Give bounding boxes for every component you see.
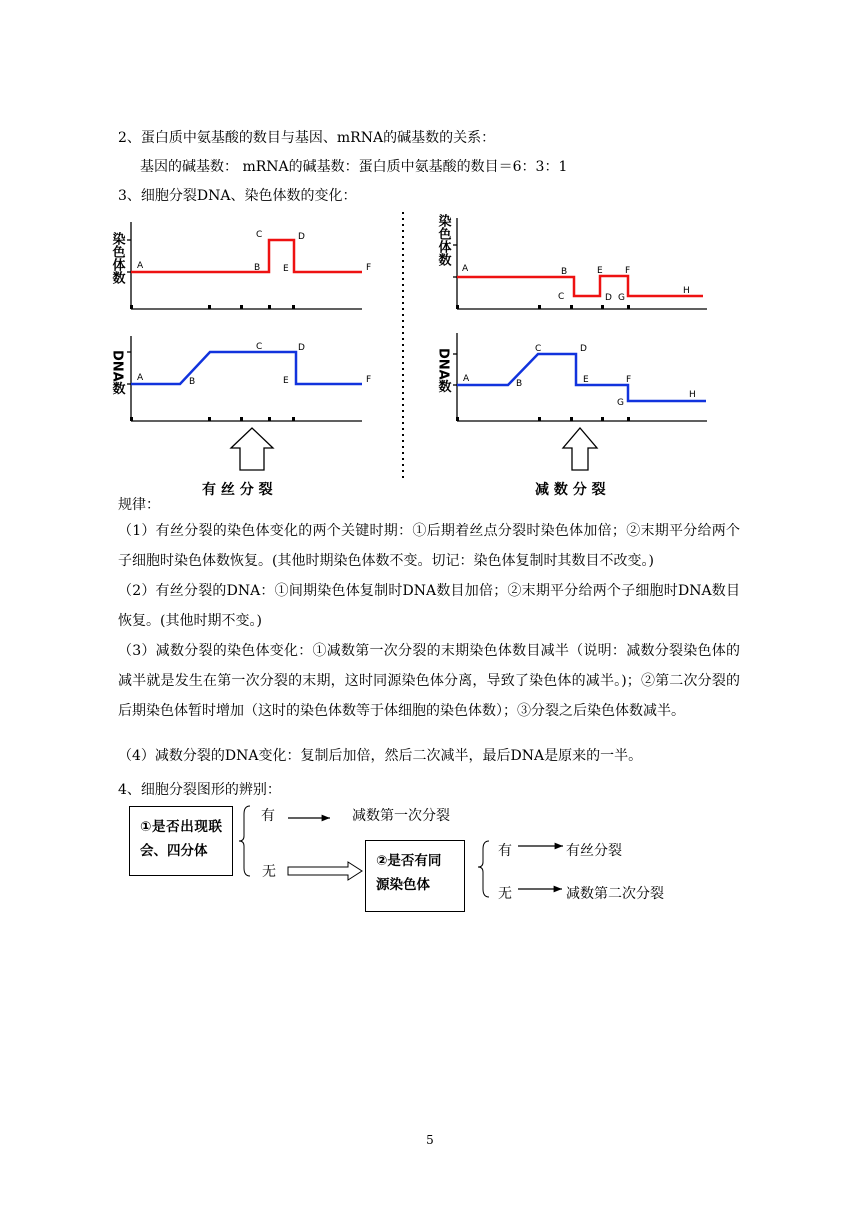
page-number: 5 [426,1133,434,1147]
meiosis-caption: 减 数 分 裂 [535,482,606,498]
decision-box-1: ①是否出现联会、四分体 [129,806,233,876]
point-label: G [617,398,624,408]
result-mitosis: 有丝分裂 [566,843,622,859]
point-label: C [256,230,263,240]
point-label: D [298,343,305,353]
point-label: C [558,292,565,302]
brace-1 [239,806,250,876]
section2-ratio: 基因的碱基数： mRNA的碱基数：蛋白质中氨基酸的数目＝6：3：1 [140,159,568,175]
rules-title: 规律： [118,497,160,513]
mitosis-caption: 有 丝 分 裂 [202,482,273,498]
no-label-1: 无 [262,864,276,880]
hollow-arrow-icon [288,862,362,880]
point-label: H [683,286,690,296]
mitosis-dna-chart [110,336,372,470]
point-label: F [626,375,632,385]
rule-3: （3）减数分裂的染色体变化：①减数第一次分裂的末期染色体数目减半（说明：减数分裂染色体的减半就是发生在第一次分裂的末期，这时同源染色体分离，导致了染色体的减半。)；②第二次分裂的后期染色体暂时增加（这时的染色体数等于体细胞的染色体数）；③分裂之后染色体数减半。 [118,643,740,719]
point-label: E [597,266,603,276]
result-meiosis-2: 减数第二次分裂 [566,886,664,902]
point-label: D [605,293,612,303]
rule-1: （1）有丝分裂的染色体变化的两个关键时期：①后期着丝点分裂时染色体加倍；②末期平分给两个子细胞时染色体数恢复。(其他时期染色体数不变。切记：染色体复制时其数目不改变。) [118,523,740,569]
point-label: H [689,390,696,400]
point-label: C [256,342,263,352]
point-label: D [580,344,587,354]
up-arrow-icon [563,428,597,470]
point-label: A [463,374,470,384]
cell-division-charts [0,205,860,500]
meiosis-chromosome-chart [436,213,708,309]
ylabel-dna-mitosis: DNA数 [109,350,125,395]
rule-4: （4）减数分裂的DNA变化：复制后加倍，然后二次减半，最后DNA是原来的一半。 [118,748,643,764]
decision-box-2: ②是否有同源染色体 [365,840,465,912]
point-label: F [366,263,372,273]
point-label: A [462,264,469,274]
result-meiosis-1: 减数第一次分裂 [352,808,450,824]
section3-heading: 3、细胞分裂DNA、染色体数的变化： [118,188,357,204]
point-label: F [625,266,631,276]
ylabel-chromosome-meiosis: 染色体数 [435,214,451,266]
point-label: G [618,293,625,303]
point-label: E [583,375,589,385]
point-label: D [298,232,305,242]
point-label: B [561,267,568,277]
ylabel-chromosome-mitosis: 染色体数 [109,232,125,284]
point-label: E [283,264,289,274]
yes-label-1: 有 [261,808,275,824]
up-arrow-icon [231,428,273,470]
point-label: B [254,263,261,273]
section4-heading: 4、细胞分裂图形的辨别： [118,782,281,798]
point-label: C [535,344,542,354]
point-label: F [366,375,372,385]
mitosis-chromosome-chart [110,222,372,309]
meiosis-dna-chart [436,333,708,470]
no-label-2: 无 [498,886,512,902]
ylabel-dna-meiosis: DNA数 [435,348,451,393]
brace-2 [478,841,489,897]
point-label: B [516,379,523,389]
point-label: E [283,376,289,386]
section2-heading: 2、蛋白质中氨基酸的数目与基因、mRNA的碱基数的关系： [118,130,496,146]
point-label: B [189,377,196,387]
rule-2: （2）有丝分裂的DNA：①间期染色体复制时DNA数目加倍；②末期平分给两个子细胞时DNA数目恢复。(其他时期不变。) [118,583,740,629]
point-label: A [137,261,144,271]
point-label: A [137,373,144,383]
yes-label-2: 有 [498,843,512,859]
